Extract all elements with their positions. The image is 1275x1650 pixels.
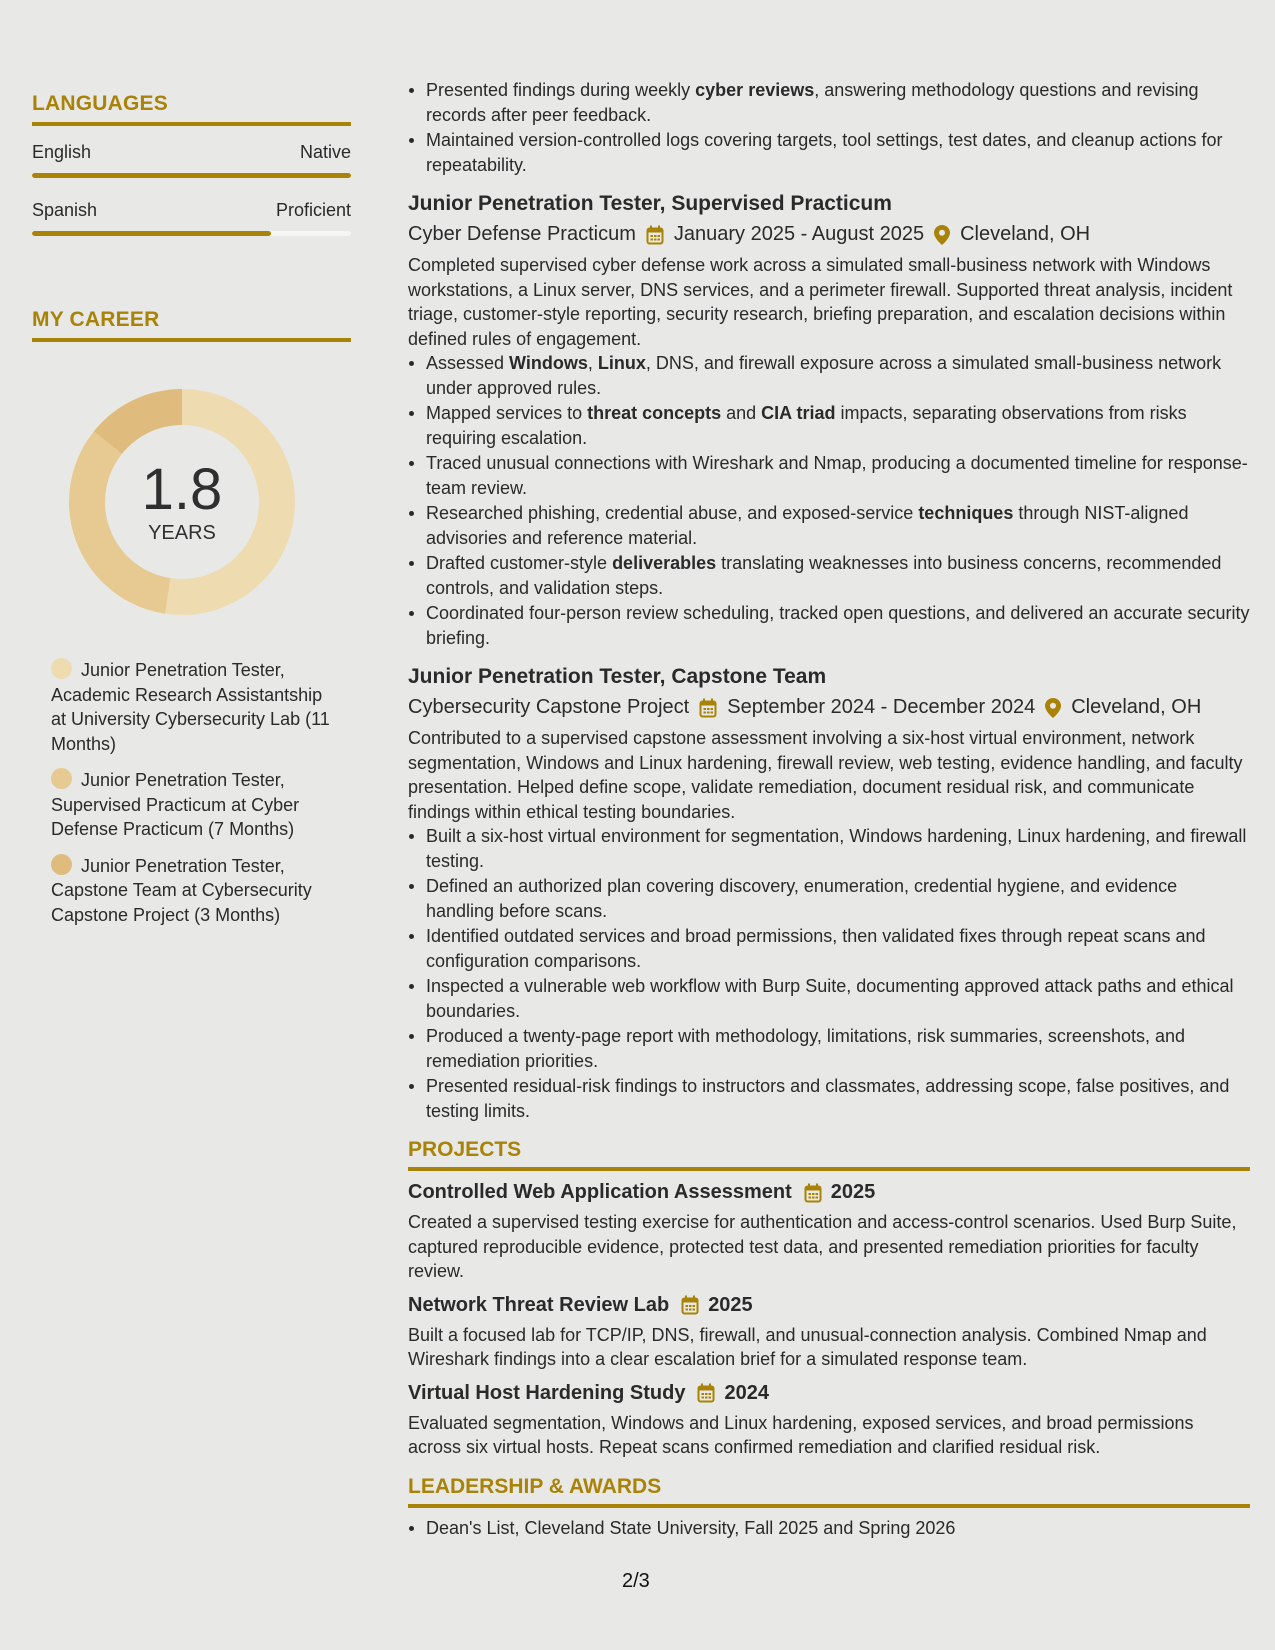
project-description: Evaluated segmentation, Windows and Linux hardening, exposed services, and broad permissions across six virtual hosts. Repeat scans confirmed remediation and clarified residual risk. (408, 1412, 1194, 1457)
job-entry (408, 192, 1250, 650)
job-title: Junior Penetration Tester, Supervised Practicum (408, 192, 892, 215)
language-bar-fill (32, 231, 271, 236)
calendar-icon (681, 1295, 699, 1315)
bullet-item: Mapped services to threat concepts and CIA triad impacts, separating observations from risks requiring escalation. (408, 401, 1250, 450)
career-unit: YEARS (148, 521, 216, 544)
bullet-item: Built a six-host virtual environment for segmentation, Windows hardening, Linux hardening, and firewall testing. (408, 824, 1250, 873)
bullet-item: Presented residual-risk findings to instructors and classmates, addressing scope, false positives, and testing limits. (408, 1074, 1250, 1123)
job-company: Cyber Defense Practicum (408, 223, 636, 245)
project-description: Created a supervised testing exercise for authentication and access-control scenarios. Used Burp Suite, captured reproducible evidence, protected test data, and presented remediation priorities for faculty review. (408, 1212, 1237, 1281)
language-spanish (32, 200, 351, 236)
project-title: Controlled Web Application Assessment (408, 1181, 792, 1203)
legend-label: Junior Penetration Tester, Supervised Practicum at Cyber Defense Practicum (7 Months) (51, 770, 300, 839)
project-title-row (408, 1382, 1250, 1405)
career-legend-item (51, 658, 341, 756)
job-location: Cleveland, OH (960, 223, 1091, 245)
projects-heading: PROJECTS (408, 1138, 1250, 1171)
leadership-heading: LEADERSHIP & AWARDS (408, 1475, 1250, 1508)
languages-heading: LANGUAGES (32, 92, 351, 126)
job-description: Contributed to a supervised capstone assessment involving a six-host virtual environment, network segmentation, Windows and Linux hardening, firewall review, web testing, evidence handling, and faculty presentation. Helped define scope, validate remediation, document residual risk, and communicate findings within ethical testing boundaries. (408, 728, 1243, 822)
bullet-item: Dean's List, Cleveland State University, Fall 2025 and Spring 2026 (408, 1516, 1250, 1541)
bullet-item: Assessed Windows, Linux, DNS, and firewall exposure across a simulated small-business network under approved rules. (408, 351, 1250, 400)
calendar-icon (697, 1383, 715, 1403)
project-year: 2025 (708, 1293, 753, 1316)
main-content (408, 78, 1250, 1541)
career-total-years: 1.8 (141, 456, 223, 522)
previous-job-bullets (408, 78, 1250, 177)
job-bullets (408, 351, 1250, 650)
calendar-icon (804, 1183, 822, 1203)
map-pin-icon (1045, 698, 1061, 718)
legend-dot (51, 854, 72, 875)
job-entry (408, 665, 1250, 1123)
career-heading: MY CAREER (32, 308, 351, 342)
language-name: Spanish (32, 200, 98, 220)
projects-list (408, 1181, 1250, 1460)
legend-dot (51, 768, 72, 789)
job-dates: January 2025 - August 2025 (673, 223, 925, 245)
job-title: Junior Penetration Tester, Capstone Team (408, 665, 827, 688)
bullet-item: Drafted customer-style deliverables translating weaknesses into business concerns, recommended controls, and validation steps. (408, 551, 1250, 600)
career-donut-chart (62, 382, 302, 622)
job-description: Completed supervised cyber defense work across a simulated small-business network with Windows workstations, a Linux server, DNS services, and a perimeter firewall. Supported threat analysis, incident triage, customer-style reporting, security research, briefing preparation, and escalation decisions within defined rules of engagement. (408, 255, 1233, 349)
leadership-list (408, 1516, 1250, 1541)
project-entry (408, 1382, 1250, 1460)
career-legend-item (51, 854, 341, 928)
project-title-row (408, 1294, 1250, 1317)
bullet-item: Maintained version-controlled logs covering targets, tool settings, test dates, and cleanup actions for repeatability. (408, 128, 1250, 177)
language-level: Proficient (275, 200, 351, 220)
bullet-item: Defined an authorized plan covering discovery, enumeration, credential hygiene, and evidence handling before scans. (408, 874, 1250, 923)
job-company: Cybersecurity Capstone Project (408, 696, 690, 718)
bullet-item: Coordinated four-person review scheduling, tracked open questions, and delivered an accurate security briefing. (408, 601, 1250, 650)
map-pin-icon (934, 225, 950, 245)
language-level: Native (299, 142, 351, 162)
language-bar-fill (32, 173, 351, 178)
bullet-item: Traced unusual connections with Wireshark and Nmap, producing a documented timeline for response-team review. (408, 451, 1250, 500)
job-location: Cleveland, OH (1071, 696, 1202, 718)
project-description: Built a focused lab for TCP/IP, DNS, firewall, and unusual-connection analysis. Combined Nmap and Wireshark findings into a clear escalation brief for a simulated response team. (408, 1324, 1207, 1369)
bullet-item: Identified outdated services and broad permissions, then validated fixes through repeat scans and configuration comparisons. (408, 924, 1250, 973)
bullet-item: Presented findings during weekly cyber reviews, answering methodology questions and revising records after peer feedback. (408, 78, 1250, 127)
bullet-item: Inspected a vulnerable web workflow with Burp Suite, documenting approved attack paths and ethical boundaries. (408, 974, 1250, 1023)
job-bullets (408, 824, 1250, 1123)
jobs-list (408, 192, 1250, 1123)
job-meta (408, 696, 1250, 719)
legend-dot (51, 658, 72, 679)
project-year: 2025 (830, 1181, 876, 1203)
bullet-item: Produced a twenty-page report with methodology, limitations, risk summaries, screenshots, and remediation priorities. (408, 1024, 1250, 1073)
bullet-item: Researched phishing, credential abuse, and exposed-service techniques through NIST-aligned advisories and reference material. (408, 501, 1250, 550)
job-meta (408, 223, 1250, 246)
calendar-icon (699, 698, 717, 718)
language-name: English (32, 142, 92, 162)
job-dates: September 2024 - December 2024 (727, 696, 1036, 718)
project-entry (408, 1294, 1250, 1372)
sidebar (32, 92, 351, 939)
project-title-row (408, 1181, 1250, 1204)
project-title: Virtual Host Hardening Study (408, 1381, 686, 1404)
career-legend (51, 658, 341, 927)
project-title: Network Threat Review Lab (408, 1293, 670, 1316)
career-legend-item (51, 768, 341, 842)
legend-label: Junior Penetration Tester, Academic Research Assistantship at University Cybersecurity Lab (11 Months) (51, 660, 330, 754)
legend-label: Junior Penetration Tester, Capstone Team at Cybersecurity Capstone Project (3 Months) (51, 855, 312, 925)
project-year: 2024 (724, 1381, 769, 1404)
language-bar (32, 173, 351, 178)
calendar-icon (646, 225, 664, 245)
page-number: 2/3 (622, 1570, 650, 1592)
language-bar (32, 231, 351, 236)
language-english (32, 142, 351, 178)
project-entry (408, 1181, 1250, 1284)
